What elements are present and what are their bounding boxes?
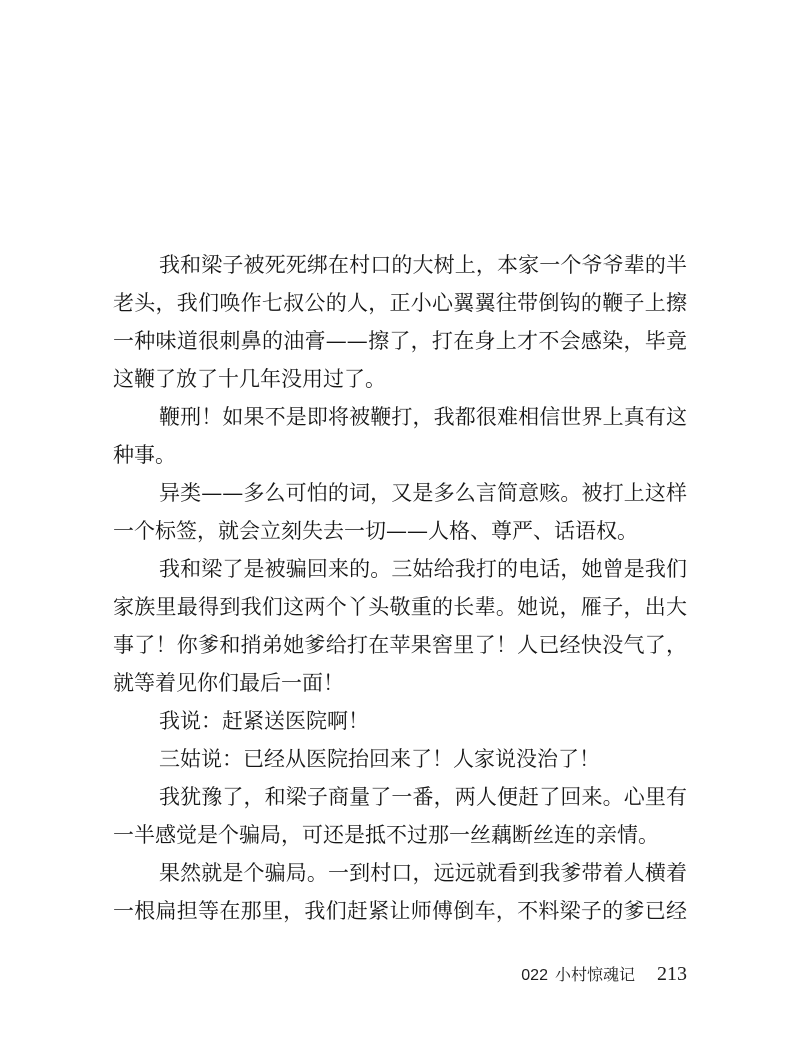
paragraph-line: 家族里最得到我们这两个丫头敬重的长辈。她说，雁子，出大 [113,595,687,619]
paragraph-line: 这鞭了放了十几年没用过了。 [113,367,386,391]
chapter-title: 小村惊魂记 [554,965,635,984]
paragraph-line: 果然就是个骗局。一到村口，远远就看到我爹带着人横着 [159,861,687,885]
paragraph [113,246,687,398]
paragraph-line: 我犹豫了，和梁子商量了一番，两人便赶了回来。心里有 [159,785,687,809]
paragraph [113,854,687,930]
paragraph-line: 一种味道很刺鼻的油膏——擦了，打在身上才不会感染，毕竟 [113,329,687,353]
chapter-number: 022 [521,967,548,984]
paragraph-line: 事了！你爹和捎弟她爹给打在苹果窖里了！人已经快没气了， [113,633,687,657]
paragraph [113,702,687,740]
running-footer [521,962,687,986]
paragraph-line: 三姑说：已经从医院抬回来了！人家说没治了！ [159,747,600,771]
paragraph-line: 一半感觉是个骗局，可还是抵不过那一丝藕断丝连的亲情。 [113,823,659,847]
paragraph-line: 一根扁担等在那里，我们赶紧让师傅倒车，不料梁子的爹已经 [113,899,687,923]
paragraph [113,398,687,474]
paragraph-line: 老头，我们唤作七叔公的人，正小心翼翼往带倒钩的鞭子上擦 [113,291,687,315]
paragraph-line: 异类——多么可怕的词，又是多么言简意赅。被打上这样 [159,481,687,505]
paragraph-line: 我和梁子被死死绑在村口的大树上，本家一个爷爷辈的半 [159,253,687,277]
paragraph-line: 我和梁了是被骗回来的。三姑给我打的电话，她曾是我们 [159,557,687,581]
paragraph-line: 一个标签，就会立刻失去一切——人格、尊严、话语权。 [113,519,638,543]
paragraph-line: 我说：赶紧送医院啊！ [159,709,369,733]
paragraph-line: 种事。 [113,443,176,467]
page-number: 213 [657,963,687,985]
paragraph [113,550,687,702]
paragraph-line: 就等着见你们最后一面！ [113,671,344,695]
paragraph [113,740,687,778]
paragraph-line: 鞭刑！如果不是即将被鞭打，我都很难相信世界上真有这 [159,405,687,429]
paragraph [113,474,687,550]
paragraph [113,778,687,854]
body-text [113,246,687,930]
